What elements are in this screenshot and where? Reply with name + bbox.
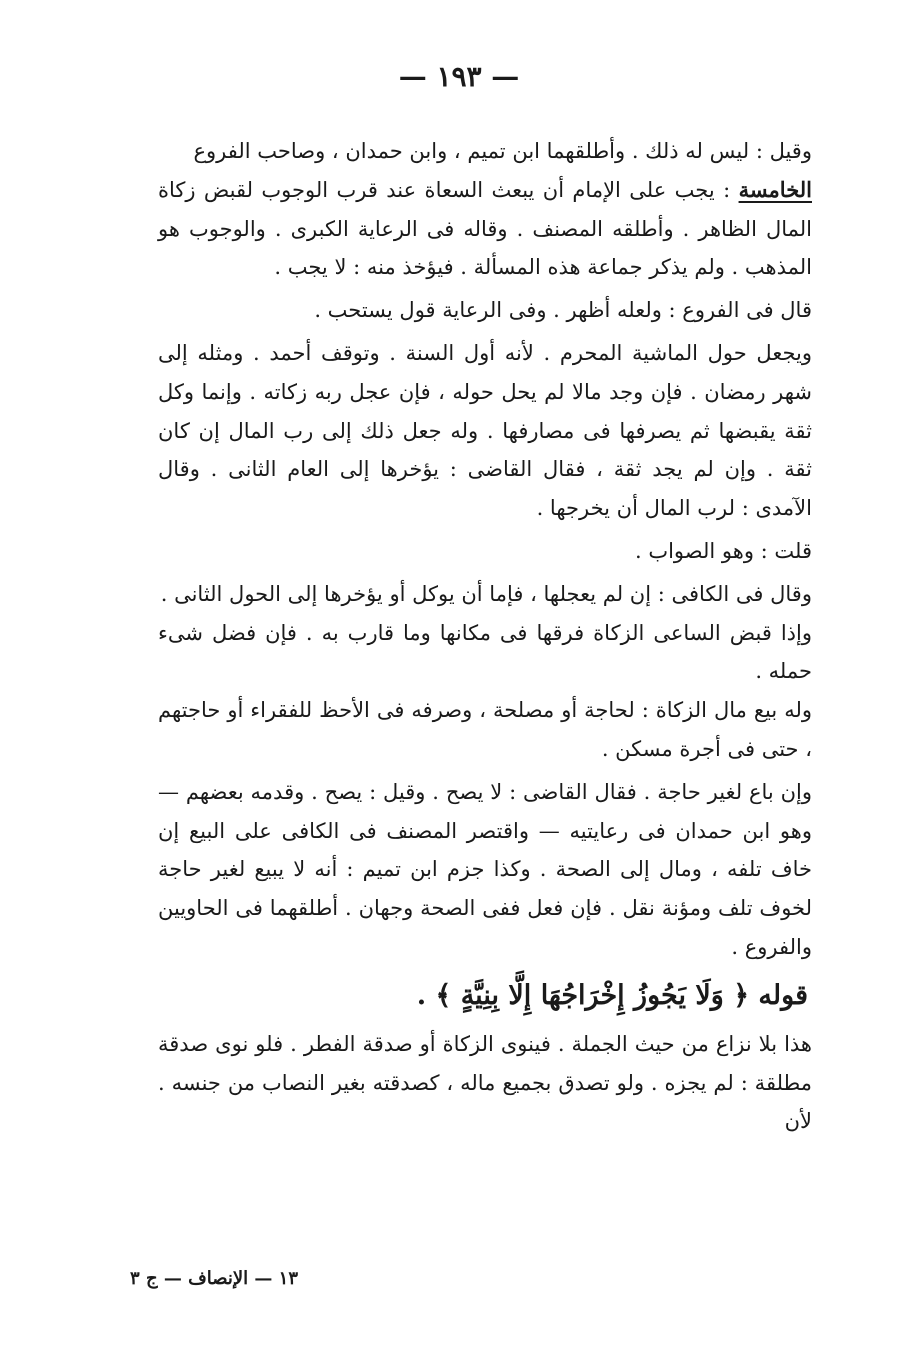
- paragraph: [158, 532, 812, 571]
- paragraph: [158, 691, 812, 769]
- page-number: — ١٩٣ —: [398, 60, 520, 93]
- paragraph-text: قال فى الفروع : ولعله أظهر . وفى الرعاية قول يستحب .: [314, 298, 812, 323]
- section-heading: قوله ﴿ وَلَا يَجُوزُ إِخْرَاجُهَا إِلَّا بِنِيَّةٍ ﴾ .: [416, 979, 808, 1011]
- paragraph-text: قلت : وهو الصواب .: [634, 538, 812, 563]
- paragraph: [158, 773, 812, 967]
- section-lead-word: الخامسة: [738, 176, 812, 202]
- paragraph-text: وإن باع لغير حاجة . فقال القاضى : لا يصح . وقيل : يصح . وقدمه بعضهم — وهو ابن حمدان فى رعايتيه — واقتصر المصنف فى الكافى على البيع إن خاف تلفه ، ومال إلى الصحة . وكذا جزم ابن تميم : أنه لا يبيع لغير حاجة لخوف تلف ومؤنة نقل . فإن فعل ففى الصحة وجهان . أطلقهما فى الحاويين والفروع .: [158, 779, 812, 959]
- paragraph-text: وإذا قبض الساعى الزكاة فرقها فى مكانها وما قارب به . فإن فضل شىء حمله .: [158, 620, 812, 684]
- paragraph: [158, 614, 812, 692]
- paragraph: [158, 575, 812, 614]
- closing-paragraph: هذا بلا نزاع من حيث الجملة . فينوى الزكاة أو صدقة الفطر . فلو نوى صدقة مطلقة : لم يجزه . ولو تصدق بجميع ماله ، كصدقته بغير النصاب من جنسه . لأن: [158, 1031, 812, 1134]
- paragraph: [158, 171, 812, 287]
- paragraph: [158, 334, 812, 528]
- main-text: [158, 132, 812, 1141]
- paragraph-text: وقال فى الكافى : إن لم يعجلها ، فإما أن يوكل أو يؤخرها إلى الحول الثانى .: [160, 581, 812, 606]
- paragraph-text: وله بيع مال الزكاة : لحاجة أو مصلحة ، وصرفه فى الأحظ للفقراء أو حاجتهم ، حتى فى أجرة مسكن .: [158, 698, 812, 761]
- paragraph-text: وقيل : ليس له ذلك . وأطلقهما ابن تميم ، وابن حمدان ، وصاحب الفروع: [193, 139, 812, 163]
- paragraph-text: ويجعل حول الماشية المحرم . لأنه أول السنة . وتوقف أحمد . ومثله إلى شهر رمضان . فإن وجد مالا لم يحل حوله ، فإن عجل ربه زكاته . وإنما وكل ثقة يقبضها ثم يصرفها فى مصارفها . وله جعل ذلك إلى رب المال إن كان ثقة . وإن لم يجد ثقة ، فقال القاضى : يؤخرها إلى العام الثانى . وقال الآمدى : لرب المال أن يخرجها .: [158, 340, 812, 521]
- paragraph-text: : يجب على الإمام أن يبعث السعاة عند قرب الوجوب لقبض زكاة المال الظاهر . وأطلقه المصنف . وقاله فى الرعاية الكبرى . والوجوب هو المذهب . ولم يذكر جماعة هذه المسألة . فيؤخذ منه : لا يجب .: [158, 177, 812, 280]
- paragraph: [158, 132, 812, 171]
- paragraph: [158, 291, 812, 330]
- signature-footer: ١٣ — الإنصاف — ج ٣: [130, 1268, 298, 1289]
